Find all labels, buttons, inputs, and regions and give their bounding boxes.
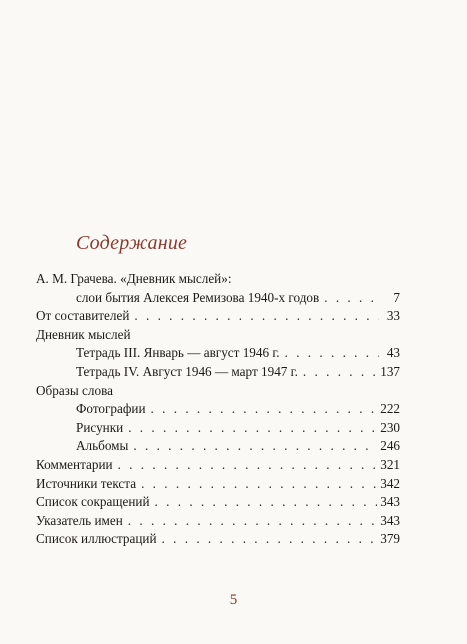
dot-leader — [285, 344, 379, 363]
toc-entry-label: Тетрадь III. Январь — август 1946 г. — [76, 345, 280, 361]
toc-entry — [36, 475, 400, 494]
page-title: Содержание — [76, 232, 188, 254]
dot-leader — [141, 475, 377, 494]
toc-entry-label: Рисунки — [76, 419, 124, 435]
toc-entry-label: Список сокращений — [36, 494, 150, 510]
toc-entry — [36, 419, 400, 438]
dot-leader — [133, 437, 377, 456]
toc-entry — [36, 307, 400, 326]
toc-entry-label: От составителей — [36, 308, 130, 324]
toc-entry-page: 343 — [380, 512, 400, 528]
toc-entry — [36, 289, 400, 308]
toc-entry-page: 246 — [380, 438, 400, 454]
toc-entry-label: Источники текста — [36, 475, 137, 491]
toc-entry — [36, 270, 400, 289]
toc-entry-page: 379 — [380, 531, 400, 547]
dot-leader — [324, 289, 379, 308]
toc-entry-label: Фотографии — [76, 401, 146, 417]
toc-entry-label: Альбомы — [76, 438, 129, 454]
toc-entry — [36, 456, 400, 475]
toc-entry-label: Список иллюстраций — [36, 531, 157, 547]
toc-entry-label: слои бытия Алексея Ремизова 1940-х годов — [76, 289, 320, 305]
toc-entry — [36, 326, 400, 345]
toc-entry-page: 137 — [380, 363, 400, 379]
toc-entry-page: 230 — [380, 419, 400, 435]
toc-entry-label: Тетрадь IV. Август 1946 — март 1947 г. — [76, 363, 298, 379]
toc-entry-page: 43 — [386, 345, 400, 361]
toc-entry — [36, 363, 400, 382]
toc-entry-label: Образы слова — [36, 382, 113, 398]
dot-leader — [128, 512, 377, 531]
table-of-contents — [36, 270, 400, 549]
toc-entry-page: 222 — [380, 401, 400, 417]
toc-entry — [36, 530, 400, 549]
toc-entry — [36, 382, 400, 401]
toc-entry — [36, 437, 400, 456]
page-number: 5 — [229, 592, 238, 608]
dot-leader — [162, 530, 378, 549]
toc-entry-label: Дневник мыслей — [36, 326, 131, 342]
dot-leader — [155, 493, 378, 512]
toc-entry — [36, 512, 400, 531]
dot-leader — [151, 400, 378, 419]
toc-entry-label: А. М. Грачева. «Дневник мыслей»: — [36, 271, 232, 286]
dot-leader — [134, 307, 379, 326]
toc-entry-page: 343 — [380, 494, 400, 510]
toc-entry-page: 342 — [380, 475, 400, 491]
toc-entry-label: Комментарии — [36, 456, 113, 472]
dot-leader — [118, 456, 378, 475]
toc-entry-page: 321 — [380, 456, 400, 472]
toc-entry — [36, 493, 400, 512]
toc-entry-page: 33 — [386, 308, 400, 324]
dot-leader — [128, 419, 377, 438]
toc-entry — [36, 344, 400, 363]
dot-leader — [303, 363, 377, 382]
toc-entry-label: Указатель имен — [36, 512, 123, 528]
toc-entry-page: 7 — [393, 289, 400, 305]
toc-entry — [36, 400, 400, 419]
